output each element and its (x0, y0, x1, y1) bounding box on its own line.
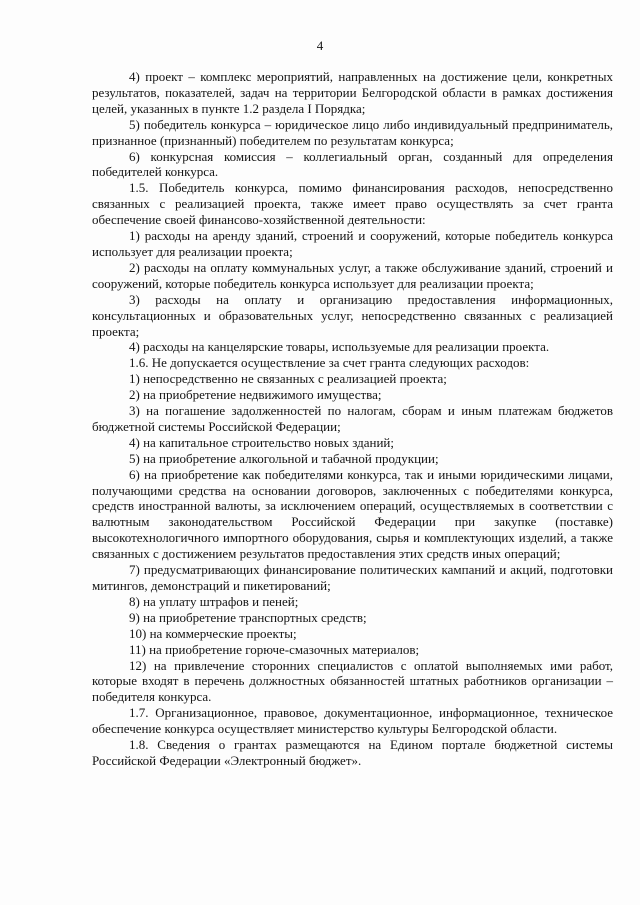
clause-1-6: 1.6. Не допускается осуществление за счет гранта следующих расходов: (129, 355, 530, 371)
clause-1-5: 1.5. Победитель конкурса, помимо финансирования расходов, непосредственно связанных с реализацией проекта, также имеет право осуществлять за счет гранта обеспечение своей финансово-хозяйственной деятельности: (92, 180, 613, 228)
clause-1-6-item-1: 1) непосредственно не связанных с реализацией проекта; (129, 371, 447, 387)
clause-1-6-item-8: 8) на уплату штрафов и пеней; (129, 593, 299, 609)
clause-1-6-item-2: 2) на приобретение недвижимого имущества; (129, 387, 382, 403)
clause-1-5-item-1: 1) расходы на аренду зданий, строений и сооружений, которые победитель конкурса использует для реализации проекта; (92, 228, 613, 259)
item-6-commission: 6) конкурсная комиссия – коллегиальный орган, созданный для определения победителей конкурса. (92, 148, 613, 180)
item-4-project: 4) проект – комплекс мероприятий, направленных на достижение цели, конкретных результатов, показателей, задач на территории Белгородской области в рамках достижения целей, указанных в пункте 1.2 раздела I Порядка; (92, 69, 613, 116)
clause-1-6-item-4: 4) на капитальное строительство новых зданий; (129, 434, 394, 450)
clause-1-6-item-7: 7) предусматривающих финансирование политических кампаний и акций, подготовки митингов, демонстраций и пикетирований; (92, 562, 613, 593)
clause-1-6-item-12: 12) на привлечение сторонних специалистов с оплатой выполняемых ими работ, которые входят в перечень должностных обязанностей штатных работников организации – победителя конкурса. (92, 657, 613, 705)
clause-1-6-item-3: 3) на погашение задолженностей по налогам, сборам и иным платежам бюджетов бюджетной системы Российской Федерации; (92, 403, 613, 434)
clause-1-8: 1.8. Сведения о грантах размещаются на Едином портале бюджетной системы Российской Федерации «Электронный бюджет». (92, 737, 613, 768)
clause-1-5-item-2: 2) расходы на оплату коммунальных услуг, а также обслуживание зданий, строений и сооружений, которые победитель конкурса использует для реализации проекта; (92, 259, 613, 291)
clause-1-6-item-11: 11) на приобретение горюче-смазочных материалов; (129, 641, 420, 657)
item-5-winner: 5) победитель конкурса – юридическое лицо либо индивидуальный предприниматель, признанное (признанный) победителем по результатам конкурса; (92, 116, 613, 148)
page-number: 4 (316, 38, 324, 53)
clause-1-5-item-3: 3) расходы на оплату и организацию предоставления информационных, консультационных и образовательных услуг, непосредственно связанных с реализацией проекта; (92, 291, 613, 339)
clause-1-6-item-6: 6) на приобретение как победителями конкурса, так и иными юридическими лицами, получающими средства на основании договоров, заключенных с победителями конкурса, средств иностранной валюты, за исключением операций, осуществляемых в соответствии с валютным законодательством Российской Федерации при закупке (поставке) высокотехнологичного импортного оборудования, сырья и комплектующих изделий, а также связанных с достижением результатов предоставления этих средств иных операций; (92, 466, 613, 562)
clause-1-6-item-9: 9) на приобретение транспортных средств; (129, 609, 367, 625)
clause-1-7: 1.7. Организационное, правовое, документационное, информационное, техническое обеспечение конкурса осуществляет министерство культуры Белгородской области. (92, 705, 613, 737)
clause-1-6-item-10: 10) на коммерческие проекты; (129, 625, 297, 641)
document-body (92, 69, 613, 769)
clause-1-5-item-4: 4) расходы на канцелярские товары, используемые для реализации проекта. (129, 339, 550, 355)
clause-1-6-item-5: 5) на приобретение алкогольной и табачной продукции; (129, 450, 439, 466)
